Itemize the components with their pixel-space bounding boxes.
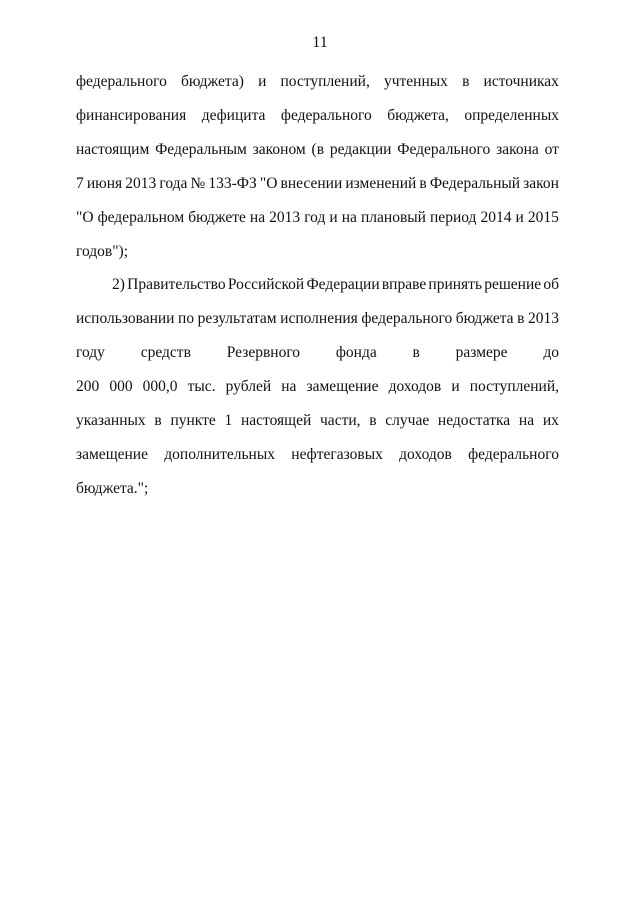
text-line xyxy=(76,140,559,160)
word: Федерального xyxy=(397,141,491,158)
word: 000,0 xyxy=(142,378,178,395)
word: федеральном xyxy=(97,209,185,226)
word: нефтегазовых xyxy=(291,446,383,463)
word: 1 xyxy=(224,412,233,429)
word: фонда xyxy=(335,344,377,361)
word: на xyxy=(281,378,297,395)
word: в xyxy=(419,175,427,192)
text-line xyxy=(76,242,559,262)
word: период xyxy=(430,209,477,226)
text-line xyxy=(76,445,559,465)
word: (в xyxy=(311,141,325,158)
word: доходов xyxy=(399,446,452,463)
word: 133-ФЗ xyxy=(208,175,257,192)
word: "О xyxy=(76,209,94,226)
word: Федеральный xyxy=(429,175,521,192)
text-line xyxy=(76,343,559,363)
word: Российской xyxy=(227,276,305,293)
word: пункте xyxy=(170,412,216,429)
word: Правительство xyxy=(127,276,226,293)
word: замещение xyxy=(306,378,379,395)
word: средств xyxy=(140,344,191,361)
word: размере xyxy=(455,344,508,361)
word: по xyxy=(178,310,195,327)
word: федерального xyxy=(361,310,453,327)
word: части, xyxy=(320,412,361,429)
word: бюджета xyxy=(455,310,514,327)
word: 2015 xyxy=(527,209,559,226)
word: доходов xyxy=(388,378,442,395)
text-line xyxy=(76,411,559,431)
word: закона xyxy=(496,141,539,158)
word: год xyxy=(304,209,326,226)
word: годов"); xyxy=(76,243,129,260)
word: Федеральным xyxy=(155,141,247,158)
word: 200 xyxy=(76,378,100,395)
word: до xyxy=(543,344,559,361)
word: бюджета."; xyxy=(76,480,149,497)
text-line xyxy=(76,106,559,126)
page-number: 11 xyxy=(312,34,328,51)
word: их xyxy=(542,412,559,429)
word: и xyxy=(451,378,460,395)
word: учтенных xyxy=(383,73,448,90)
text-line xyxy=(76,174,559,194)
word: редакции xyxy=(329,141,392,158)
text-line xyxy=(76,72,559,92)
word: 2013 xyxy=(527,310,559,327)
word: 2013 xyxy=(269,209,301,226)
word: поступлений, xyxy=(469,378,559,395)
word: "О xyxy=(259,175,278,192)
word: замещение xyxy=(76,446,148,463)
word: в xyxy=(462,73,470,90)
word: июня xyxy=(86,175,123,192)
continuation-paragraph xyxy=(76,72,559,276)
word: 000 xyxy=(109,378,133,395)
word: внесении xyxy=(280,175,343,192)
word: дополнительных xyxy=(164,446,275,463)
word: в xyxy=(412,344,420,361)
word: в xyxy=(154,412,162,429)
word: источниках xyxy=(483,73,559,90)
word: 7 xyxy=(76,175,84,192)
word: результатам xyxy=(197,310,277,327)
word: бюджета, xyxy=(387,107,449,124)
word: тыс. xyxy=(187,378,216,395)
item-2-paragraph xyxy=(76,275,559,513)
word: об xyxy=(543,276,559,293)
word: настоящим xyxy=(76,141,150,158)
word: в xyxy=(369,412,377,429)
word: году xyxy=(76,344,105,361)
word: вправе xyxy=(381,276,427,293)
text-line xyxy=(76,309,559,329)
word: исполнения xyxy=(280,310,358,327)
word: и xyxy=(258,73,267,90)
word: настоящей xyxy=(240,412,312,429)
word: года xyxy=(159,175,188,192)
word: поступлений, xyxy=(280,73,370,90)
word: изменений xyxy=(345,175,417,192)
text-line xyxy=(76,377,559,397)
word: определенных xyxy=(464,107,559,124)
word: федерального xyxy=(76,73,167,90)
word: закон xyxy=(523,175,559,192)
word: использовании xyxy=(76,310,175,327)
word: принять xyxy=(428,276,483,293)
word: Федерации xyxy=(306,276,380,293)
word: недостатка xyxy=(437,412,511,429)
text-line xyxy=(76,275,559,295)
word: 2013 xyxy=(125,175,157,192)
text-line xyxy=(76,479,559,499)
word: плановый xyxy=(360,209,426,226)
word: на xyxy=(341,209,357,226)
word: и xyxy=(515,209,524,226)
word: рублей xyxy=(225,378,272,395)
word: на xyxy=(249,209,266,226)
word: федерального xyxy=(280,107,372,124)
word: Резервного xyxy=(226,344,301,361)
word: № xyxy=(190,175,206,192)
word: решение xyxy=(484,276,542,293)
word: в xyxy=(517,310,525,327)
word: указанных xyxy=(76,412,146,429)
word: 2014 xyxy=(480,209,512,226)
word: случае xyxy=(385,412,430,429)
word: бюджета) xyxy=(180,73,244,90)
word: от xyxy=(544,141,559,158)
word: финансирования xyxy=(76,107,187,124)
word: законом xyxy=(252,141,306,158)
word: на xyxy=(518,412,535,429)
word: и xyxy=(329,209,338,226)
word: 2) xyxy=(112,276,125,293)
word: дефицита xyxy=(201,107,266,124)
word: бюджете xyxy=(188,209,246,226)
word: федерального xyxy=(468,446,559,463)
text-line xyxy=(76,208,559,228)
